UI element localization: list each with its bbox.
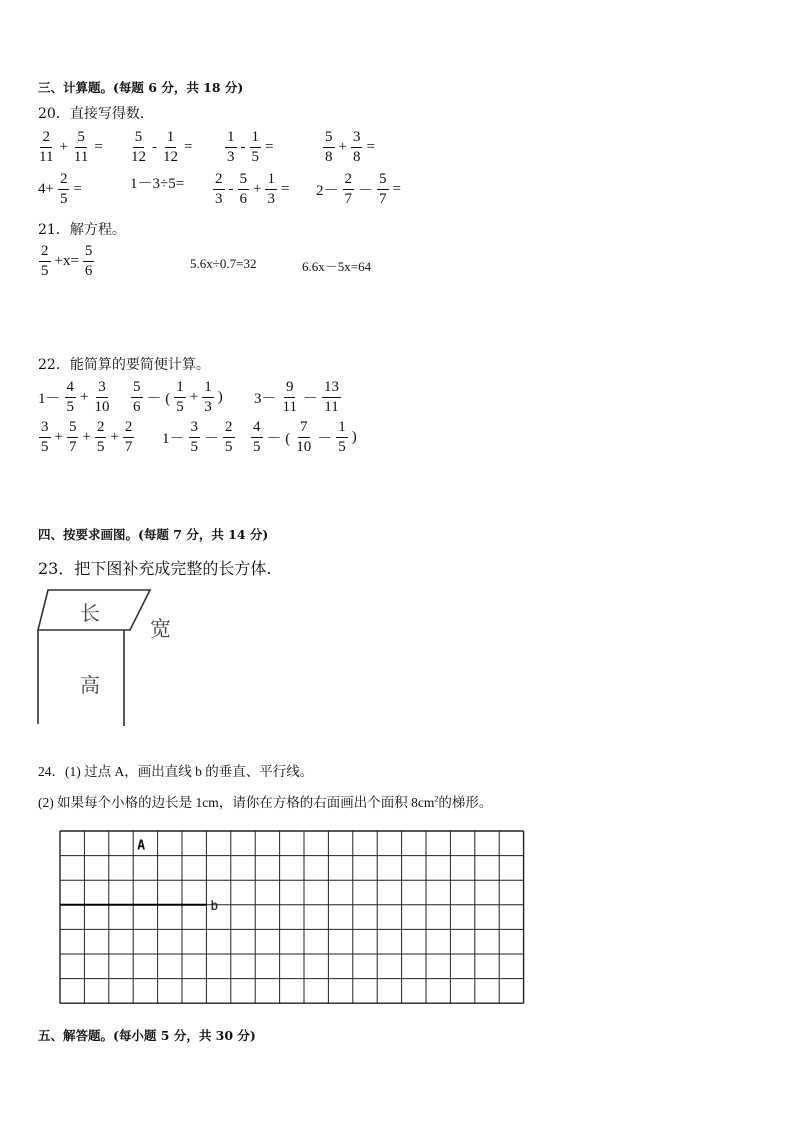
- question-22-title: 22．能简算的要简便计算。: [38, 357, 210, 373]
- question-24-line-2: [38, 791, 492, 811]
- fraction: [39, 244, 51, 279]
- denominator: 7: [124, 439, 133, 455]
- numerator: 5: [133, 130, 145, 148]
- q22-item: [130, 380, 225, 415]
- math-text: +: [338, 139, 347, 155]
- fraction: [39, 420, 51, 455]
- fraction: [343, 172, 355, 207]
- denominator: 11: [282, 399, 297, 415]
- math-text: 1－: [38, 391, 61, 407]
- numerator: 1: [265, 172, 277, 190]
- fraction: [67, 420, 79, 455]
- denominator: 7: [379, 191, 387, 207]
- q20-item: [36, 130, 105, 165]
- fraction: [323, 130, 335, 165]
- q20-item: [212, 172, 291, 207]
- fraction: [351, 130, 363, 165]
- section-5-title: 五、解答题。(每小题 5 分，共 30 分): [38, 1028, 256, 1043]
- denominator: 12: [131, 149, 146, 165]
- numerator: 5: [83, 244, 95, 262]
- math-text: 6.6x－5x=64: [302, 259, 372, 274]
- denominator: 5: [96, 439, 105, 455]
- fraction: [250, 130, 262, 165]
- fraction: [223, 420, 235, 455]
- denominator: 3: [227, 149, 235, 165]
- denominator: 5: [66, 399, 75, 415]
- denominator: 3: [204, 399, 212, 415]
- question-24-line-1: 24．(1) 过点 A，画出直线 b 的垂直、平行线。: [38, 764, 314, 779]
- numerator: 2: [343, 172, 355, 190]
- math-text: 4+: [38, 181, 54, 197]
- math-text: 1－3÷5=: [130, 176, 185, 192]
- numerator: 2: [213, 172, 225, 190]
- numerator: 2: [39, 244, 51, 262]
- numerator: 1: [202, 380, 214, 398]
- math-text: －: [317, 431, 333, 447]
- numerator: 5: [67, 420, 79, 438]
- numerator: 3: [96, 380, 108, 398]
- q20-item: [322, 130, 377, 165]
- section-3-title: 三、计算题。(每题 6 分，共 18 分): [38, 80, 244, 95]
- fraction: [37, 130, 55, 165]
- denominator: 6: [239, 191, 247, 207]
- question-21-title: 21．解方程。: [38, 222, 126, 238]
- denominator: 5: [176, 399, 184, 415]
- numerator: 2: [223, 420, 235, 438]
- q20-item: [36, 172, 84, 207]
- denominator: 11: [324, 399, 339, 415]
- numerator: 3: [189, 420, 201, 438]
- fraction: [265, 172, 277, 207]
- denominator: 10: [296, 439, 312, 455]
- fraction: [189, 420, 201, 455]
- math-text: +: [80, 389, 89, 405]
- numerator: 2: [40, 130, 52, 148]
- math-text: +: [110, 429, 119, 445]
- numerator: 1: [165, 130, 177, 148]
- denominator: 12: [163, 149, 178, 165]
- math-text: =: [280, 181, 290, 197]
- math-text: －: [302, 391, 318, 407]
- numerator: 9: [284, 380, 296, 398]
- denominator: 5: [251, 149, 259, 165]
- math-text: －: [204, 431, 220, 447]
- math-text: +: [59, 139, 68, 155]
- numerator: 2: [95, 420, 107, 438]
- section-4-title: 四、按要求画图。(每题 7 分，共 14 分): [38, 527, 269, 542]
- denominator: 8: [352, 149, 361, 165]
- denominator: 5: [59, 191, 68, 207]
- numerator: 4: [251, 420, 263, 438]
- numerator: 1: [250, 130, 262, 148]
- q22-item: [160, 420, 236, 455]
- math-text: 1－: [162, 431, 185, 447]
- fraction: [123, 420, 135, 455]
- fraction: [161, 130, 180, 165]
- question-23-title: 23．把下图补充成完整的长方体.: [38, 559, 272, 578]
- denominator: 5: [338, 439, 346, 455]
- math-text: ): [217, 389, 223, 405]
- q21-equation: [300, 256, 373, 275]
- fraction: [377, 172, 389, 207]
- math-text: +: [189, 389, 199, 405]
- q20-item: [224, 130, 275, 165]
- fraction: [131, 380, 143, 415]
- q20-item: [314, 172, 403, 207]
- denominator: 11: [39, 149, 54, 165]
- fraction: [174, 380, 186, 415]
- numerator: 2: [58, 172, 70, 190]
- math-text: 5.6x÷0.7=32: [190, 256, 257, 271]
- fraction: [58, 172, 70, 207]
- math-text: -: [228, 181, 234, 197]
- fraction: [294, 420, 313, 455]
- fraction: [72, 130, 90, 165]
- q22-item: [252, 380, 342, 415]
- numerator: 3: [351, 130, 363, 148]
- denominator: 7: [344, 191, 353, 207]
- denominator: 3: [215, 191, 223, 207]
- denominator: 5: [190, 439, 199, 455]
- q22-item: [38, 420, 135, 455]
- length-label: 长: [80, 601, 100, 625]
- fraction: [92, 380, 111, 415]
- fraction: [251, 420, 263, 455]
- fraction: [322, 380, 341, 415]
- numerator: 7: [298, 420, 310, 438]
- fraction: [238, 172, 250, 207]
- square-grid[interactable]: [56, 828, 526, 1008]
- fraction: [336, 420, 348, 455]
- math-text: =: [184, 139, 193, 155]
- fraction: [95, 420, 107, 455]
- numerator: 5: [323, 130, 335, 148]
- fraction: [129, 130, 148, 165]
- point-a-label: A: [137, 838, 146, 854]
- denominator: 5: [41, 263, 49, 279]
- numerator: 5: [377, 172, 389, 190]
- math-text: =: [265, 139, 274, 155]
- denominator: 11: [73, 149, 89, 165]
- q21-equation: [188, 256, 258, 272]
- question-20-title: 20．直接写得数.: [38, 106, 145, 122]
- numerator: 4: [65, 380, 77, 398]
- fraction: [202, 380, 214, 415]
- numerator: 1: [174, 380, 186, 398]
- math-text: －: [358, 183, 374, 199]
- numerator: 5: [131, 380, 143, 398]
- numerator: 1: [225, 130, 237, 148]
- q20-item: [128, 172, 186, 193]
- math-text: -: [152, 139, 157, 155]
- fraction: [213, 172, 225, 207]
- math-text: 2－: [316, 183, 339, 199]
- math-text: 3－: [254, 391, 277, 407]
- denominator: 5: [41, 439, 49, 455]
- math-text: =: [94, 139, 103, 155]
- numerator: 1: [336, 420, 348, 438]
- numerator: 13: [322, 380, 341, 398]
- math-text: +: [54, 429, 63, 445]
- math-text: =: [366, 139, 375, 155]
- height-label: 高: [80, 673, 100, 697]
- denominator: 5: [253, 439, 261, 455]
- fraction: [281, 380, 299, 415]
- denominator: 6: [84, 263, 93, 279]
- fraction: [65, 380, 77, 415]
- denominator: 7: [68, 439, 77, 455]
- numerator: 5: [238, 172, 250, 190]
- math-text: +x=: [54, 253, 79, 269]
- denominator: 3: [267, 191, 275, 207]
- denominator: 5: [225, 439, 233, 455]
- q22-item: [250, 420, 359, 455]
- math-text: =: [392, 181, 401, 197]
- math-text: － (: [146, 391, 171, 407]
- numerator: 2: [123, 420, 135, 438]
- math-text: =: [73, 181, 82, 197]
- fraction: [83, 244, 95, 279]
- fraction: [225, 130, 237, 165]
- numerator: 3: [39, 420, 51, 438]
- q22-item: [36, 380, 112, 415]
- math-text: +: [82, 429, 91, 445]
- width-label: 宽: [150, 617, 171, 641]
- q21-equation: [38, 244, 95, 279]
- math-text: ): [351, 429, 357, 445]
- question-24-line-2-end: 的梯形。: [438, 795, 493, 810]
- cuboid-figure: [36, 588, 196, 730]
- squared-superscript: 2: [434, 794, 439, 804]
- question-24-line-2-text: (2) 如果每个小格的边长是 1cm，请你在方格的右面画出个面积 8cm: [38, 795, 435, 810]
- math-text: － (: [266, 431, 291, 447]
- denominator: 10: [94, 399, 110, 415]
- line-b-label: b: [210, 898, 219, 914]
- math-text: -: [240, 139, 246, 155]
- denominator: 8: [325, 149, 333, 165]
- numerator: 5: [75, 130, 87, 148]
- q20-item: [128, 130, 194, 165]
- math-text: +: [253, 181, 262, 197]
- denominator: 6: [133, 399, 141, 415]
